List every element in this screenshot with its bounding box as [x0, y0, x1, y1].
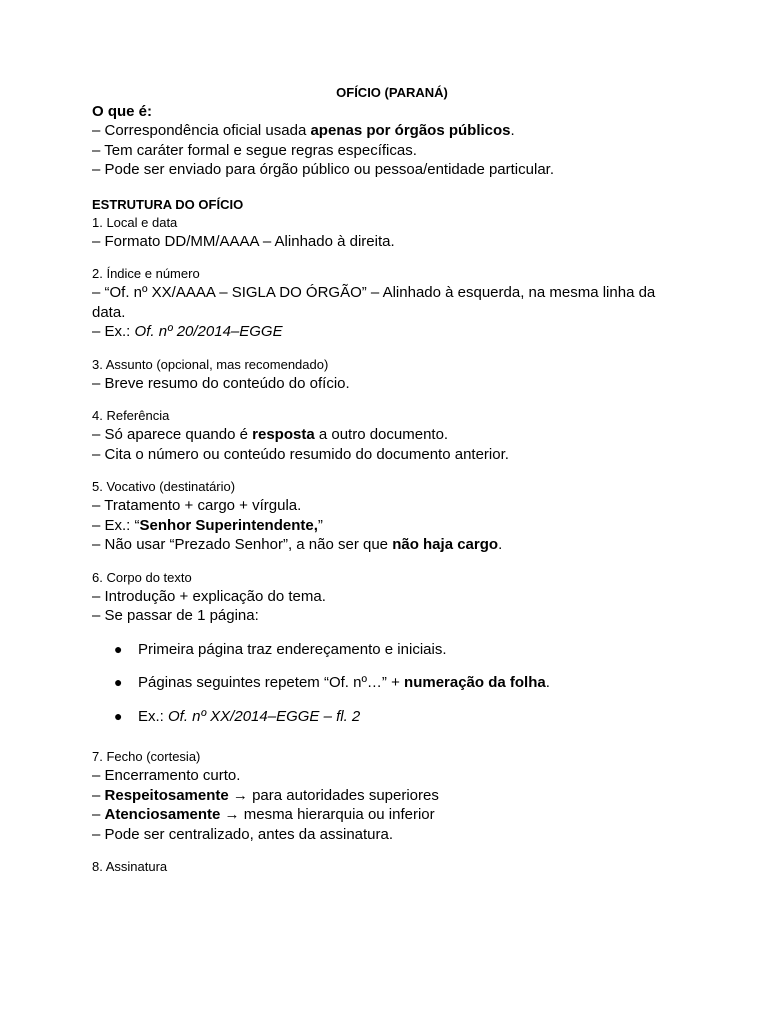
- section-5-line-2: – Ex.: “Senhor Superintendente,”: [92, 516, 323, 534]
- section-7-line-4: – Pode ser centralizado, antes da assinatura.: [92, 825, 394, 843]
- bullet-icon: ●: [114, 640, 123, 657]
- intro-line-3: – Pode ser enviado para órgão público ou pessoa/entidade particular.: [92, 161, 554, 178]
- section-4-line-2: – Cita o número ou conteúdo resumido do documento anterior.: [92, 445, 509, 463]
- section-4-line-1: – Só aparece quando é resposta a outro documento.: [92, 426, 449, 443]
- bullet-icon: ●: [114, 674, 123, 690]
- section-2-line-2: – Ex.: Of. nº 20/2014–EGGE: [92, 323, 283, 340]
- section-5-line-3: – Não usar “Prezado Senhor”, a não ser que não haja cargo.: [92, 536, 503, 553]
- bullet-icon: ●: [114, 707, 123, 724]
- section-3-line-1: – Breve resumo do conteúdo do ofício.: [92, 374, 350, 392]
- intro-heading: O que é:: [92, 103, 153, 120]
- section-1-line-1: – Formato DD/MM/AAAA – Alinhado à direita.: [92, 232, 395, 250]
- list-item: ● Páginas seguintes repetem “Of. nº…” + numeração da folha.: [114, 674, 550, 691]
- section-5-line-1: – Tratamento + cargo + vírgula.: [92, 497, 302, 514]
- section-7-heading: 7. Fecho (cortesia): [92, 749, 201, 764]
- section-6-line-1: – Introdução + explicação do tema.: [92, 587, 326, 605]
- section-7-line-1: – Encerramento curto.: [92, 767, 241, 784]
- section-2-line-1: – “Of. nº XX/AAAA – SIGLA DO ÓRGÃO” – Alinhado à esquerda, na mesma linha da data.: [92, 284, 656, 321]
- section-8-heading: 8. Assinatura: [92, 859, 168, 874]
- section-6-line-2: – Se passar de 1 página:: [92, 607, 259, 624]
- section-2-heading: 2. Índice e número: [92, 266, 200, 281]
- list-item: ● Ex.: Of. nº XX/2014–EGGE – fl. 2: [114, 707, 361, 725]
- page-title: OFÍCIO (PARANÁ): [336, 85, 448, 100]
- section-6-bullet-list: [92, 640, 692, 727]
- intro-line-2: – Tem caráter formal e segue regras específicas.: [92, 141, 417, 159]
- section-1-heading: 1. Local e data: [92, 214, 178, 230]
- section-7-line-3: – Atenciosamente → mesma hierarquia ou inferior: [92, 806, 435, 823]
- intro-line-1: – Correspondência oficial usada apenas por órgãos públicos.: [92, 122, 515, 139]
- section-6-heading: 6. Corpo do texto: [92, 569, 192, 585]
- document-page: [92, 84, 692, 876]
- list-item: ● Primeira página traz endereçamento e iniciais.: [114, 640, 447, 658]
- structure-heading: ESTRUTURA DO OFÍCIO: [92, 196, 244, 212]
- section-7-line-2: – Respeitosamente → para autoridades superiores: [92, 786, 439, 804]
- section-5-heading: 5. Vocativo (destinatário): [92, 479, 236, 494]
- section-4-heading: 4. Referência: [92, 408, 170, 423]
- section-3-heading: 3. Assunto (opcional, mas recomendado): [92, 356, 329, 372]
